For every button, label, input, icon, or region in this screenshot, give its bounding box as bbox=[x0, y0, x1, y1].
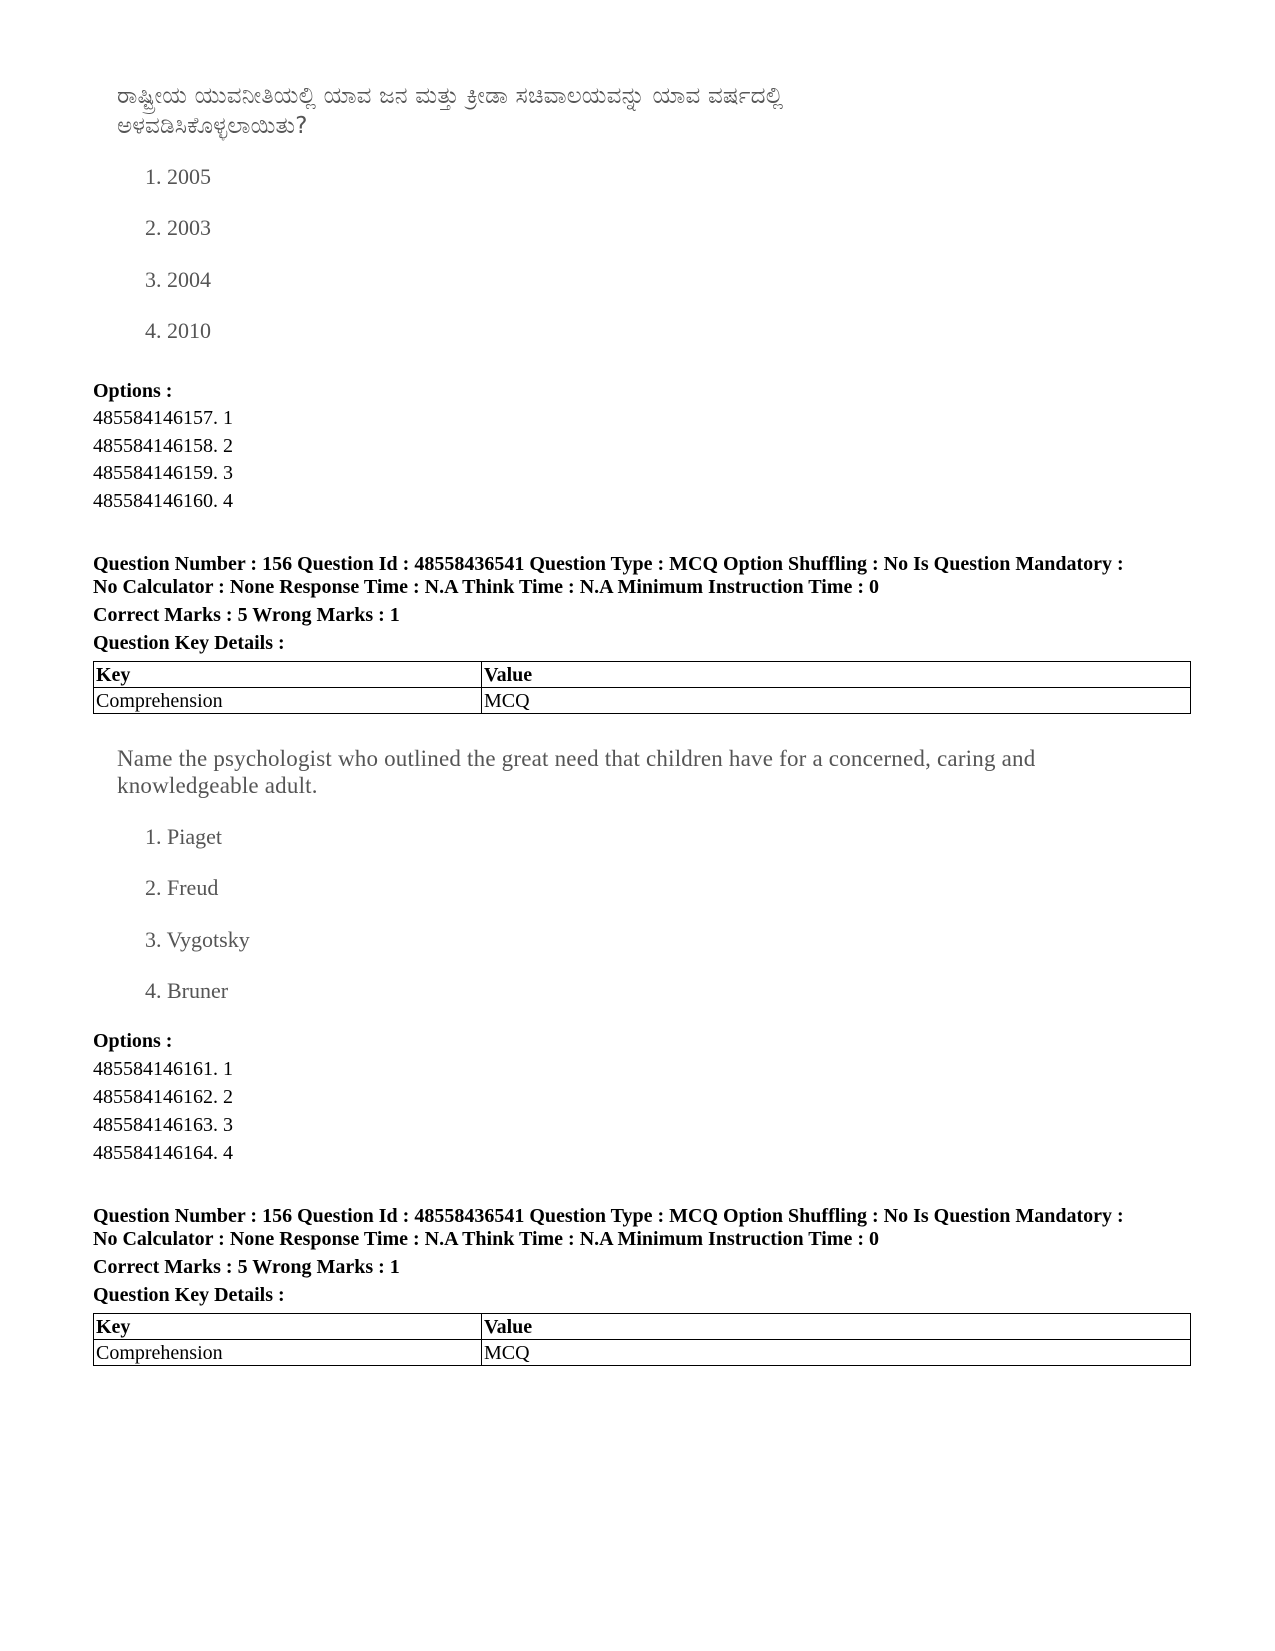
option-id: 485584146162. 2 bbox=[93, 1086, 233, 1108]
option-id: 485584146158. 2 bbox=[93, 435, 233, 457]
table-cell-key: Comprehension bbox=[94, 688, 482, 714]
question-meta-line1: Question Number : 156 Question Id : 48558436541 Question Type : MCQ Option Shuffling : No Is Question Mandatory : bbox=[93, 1205, 1124, 1227]
key-details-table bbox=[93, 1313, 1191, 1366]
question-a-choice: 2. 2003 bbox=[145, 215, 211, 240]
table-cell-key: Comprehension bbox=[94, 1340, 482, 1366]
question-meta-line2: No Calculator : None Response Time : N.A Think Time : N.A Minimum Instruction Time : 0 bbox=[93, 1228, 879, 1250]
table-row bbox=[94, 688, 1191, 714]
option-id: 485584146159. 3 bbox=[93, 462, 233, 484]
table-row bbox=[94, 1340, 1191, 1366]
key-details-label: Question Key Details : bbox=[93, 632, 285, 654]
table-header-value: Value bbox=[482, 1314, 1191, 1340]
question-a-choice: 4. 2010 bbox=[145, 318, 211, 343]
question-meta-line1: Question Number : 156 Question Id : 48558436541 Question Type : MCQ Option Shuffling : No Is Question Mandatory : bbox=[93, 553, 1124, 575]
table-cell-value: MCQ bbox=[482, 1340, 1191, 1366]
question-a-choice: 1. 2005 bbox=[145, 164, 211, 189]
marks-line: Correct Marks : 5 Wrong Marks : 1 bbox=[93, 604, 400, 626]
question-meta-line2: No Calculator : None Response Time : N.A Think Time : N.A Minimum Instruction Time : 0 bbox=[93, 576, 879, 598]
option-id: 485584146161. 1 bbox=[93, 1058, 233, 1080]
option-id: 485584146164. 4 bbox=[93, 1142, 233, 1164]
question-b-choice: 4. Bruner bbox=[145, 978, 229, 1003]
options-label: Options : bbox=[93, 1030, 173, 1052]
question-b-text-line1: Name the psychologist who outlined the great need that children have for a concerned, caring and bbox=[117, 746, 1036, 771]
question-a-image bbox=[117, 82, 1117, 362]
option-id: 485584146157. 1 bbox=[93, 407, 233, 429]
table-header-row bbox=[94, 1314, 1191, 1340]
question-a-text-line2: ಅಳವಡಿಸಿಕೊಳ್ಳಲಾಯಿತು? bbox=[117, 113, 308, 139]
table-header-key: Key bbox=[94, 662, 482, 688]
key-details-label: Question Key Details : bbox=[93, 1284, 285, 1306]
question-b-choice: 2. Freud bbox=[145, 875, 219, 900]
table-cell-value: MCQ bbox=[482, 688, 1191, 714]
option-id: 485584146160. 4 bbox=[93, 490, 233, 512]
question-b-choice: 1. Piaget bbox=[145, 824, 222, 849]
question-a-choice: 3. 2004 bbox=[145, 267, 211, 292]
table-header-key: Key bbox=[94, 1314, 482, 1340]
option-id: 485584146163. 3 bbox=[93, 1114, 233, 1136]
question-b-choice: 3. Vygotsky bbox=[145, 927, 250, 952]
marks-line: Correct Marks : 5 Wrong Marks : 1 bbox=[93, 1256, 400, 1278]
options-label: Options : bbox=[93, 380, 173, 402]
question-b-image bbox=[117, 744, 1117, 1024]
table-header-value: Value bbox=[482, 662, 1191, 688]
question-b-text-line2: knowledgeable adult. bbox=[117, 773, 318, 798]
key-details-table bbox=[93, 661, 1191, 714]
table-header-row bbox=[94, 662, 1191, 688]
question-a-text-line1: ರಾಷ್ಟ್ರೀಯ ಯುವನೀತಿಯಲ್ಲಿ ಯಾವ ಜನ ಮತ್ತು ಕ್ರೀಡಾ ಸಚಿವಾಲಯವನ್ನು ಯಾವ ವರ್ಷದಲ್ಲಿ bbox=[117, 83, 784, 109]
